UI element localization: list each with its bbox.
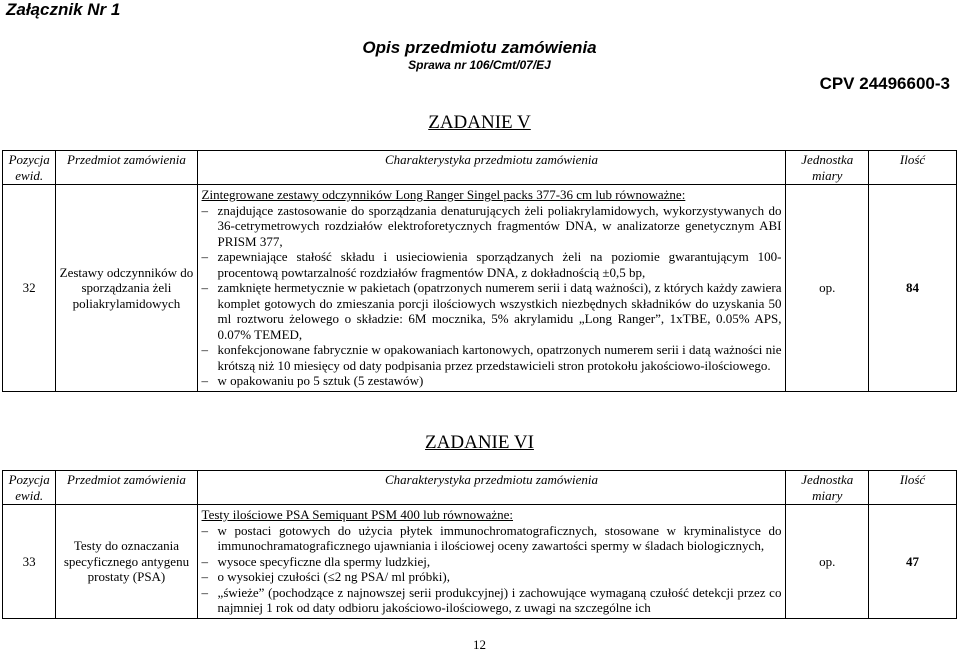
col-header-position: Pozycja ewid.: [3, 471, 56, 505]
list-item: – zamknięte hermetycznie w pakietach (opatrzonych numerem serii i datą ważności), z których każdy zawiera komplet gotowych do zmieszania porcji ilościowych wszystkich niezbędnych składników do uzyskania 50 ml roztworu żelowego o składzie: 6M mocznika, 5% akrylamidu „Long Ranger”, 1xTBE, 0.05% APS, 0.07% TEMED,: [202, 280, 782, 342]
task-5-table: [2, 150, 957, 392]
row-characteristics: [197, 185, 786, 392]
row-characteristics: [197, 505, 786, 619]
col-header-unit: Jednostka miary: [786, 151, 869, 185]
document-subtitle: Sprawa nr 106/Cmt/07/EJ: [408, 58, 551, 72]
task-5-heading: ZADANIE V: [428, 112, 531, 133]
task-6-table: [2, 470, 957, 619]
row-unit: op.: [786, 185, 869, 392]
document-title: Opis przedmiotu zamówienia: [362, 38, 597, 57]
row-position: 32: [3, 185, 56, 392]
cpv-code: CPV 24496600-3: [819, 74, 950, 93]
list-item: – w opakowaniu po 5 sztuk (5 zestawów): [202, 373, 782, 389]
row-quantity: 47: [869, 505, 957, 619]
characteristics-intro: Testy ilościowe PSA Semiquant PSM 400 lub równoważne:: [201, 507, 513, 522]
list-item: – konfekcjonowane fabrycznie w opakowaniach kartonowych, opatrzonych numerem serii i datą ważności nie krótszą niż 10 miesięcy od daty podpisania przez przedstawicieli stron protokołu jakościowo-ilościowego.: [202, 342, 782, 373]
page-number: 12: [473, 637, 486, 652]
task-6-heading: ZADANIE VI: [425, 432, 534, 453]
col-header-characteristics: Charakterystyka przedmiotu zamówienia: [197, 471, 786, 505]
characteristics-intro: Zintegrowane zestawy odczynników Long Ranger Singel packs 377-36 cm lub równoważne:: [201, 187, 686, 202]
col-header-unit: Jednostka miary: [786, 471, 869, 505]
list-item: – znajdujące zastosowanie do sporządzania denaturujących żeli poliakrylamidowych, wykorzystywanych do 36-cetrymetrowych rozdziałów elektroforetycznych fragmentów DNA, w analizatorze genetycznym ABI PRISM 377,: [202, 203, 782, 250]
table-header-row: [3, 151, 957, 185]
row-position: 33: [3, 505, 56, 619]
characteristics-list: [202, 203, 782, 389]
row-subject: Testy do oznaczania specyficznego antygenu prostaty (PSA): [56, 505, 197, 619]
table-row: [3, 505, 957, 619]
list-item: – zapewniające stałość składu i usieciowienia sporządzanych żeli na poziomie gwarantującym 100-procentową powtarzalność rozdziałów fragmentów DNA, z dokładnością ±0,5 bp,: [202, 249, 782, 280]
col-header-quantity: Ilość: [869, 471, 957, 505]
row-subject: Zestawy odczynników do sporządzania żeli poliakrylamidowych: [56, 185, 197, 392]
col-header-characteristics: Charakterystyka przedmiotu zamówienia: [197, 151, 786, 185]
row-unit: op.: [786, 505, 869, 619]
list-item: – w postaci gotowych do użycia płytek immunochromatograficznych, stosowane w kryminalistyce do immunochramatograficznego ujawniania i ilościowej oceny zawartości spermy w śladach biologicznych,: [202, 523, 782, 554]
col-header-position: Pozycja ewid.: [3, 151, 56, 185]
table-header-row: [3, 471, 957, 505]
characteristics-list: [202, 523, 782, 616]
list-item: – „świeże” (pochodzące z najnowszej serii produkcyjnej) i zachowujące wymaganą czułość detekcji przez co najmniej 1 rok od daty odbioru jakościowo-ilościowego, z uwagi na szczególne ich: [202, 585, 782, 616]
list-item: – o wysokiej czułości (≤2 ng PSA/ ml próbki),: [202, 569, 782, 585]
col-header-subject: Przedmiot zamówienia: [56, 471, 197, 505]
col-header-quantity: Ilość: [869, 151, 957, 185]
table-row: [3, 185, 957, 392]
col-header-subject: Przedmiot zamówienia: [56, 151, 197, 185]
annex-label: Załącznik Nr 1: [6, 0, 121, 19]
list-item: – wysoce specyficzne dla spermy ludzkiej,: [202, 554, 782, 570]
row-quantity: 84: [869, 185, 957, 392]
